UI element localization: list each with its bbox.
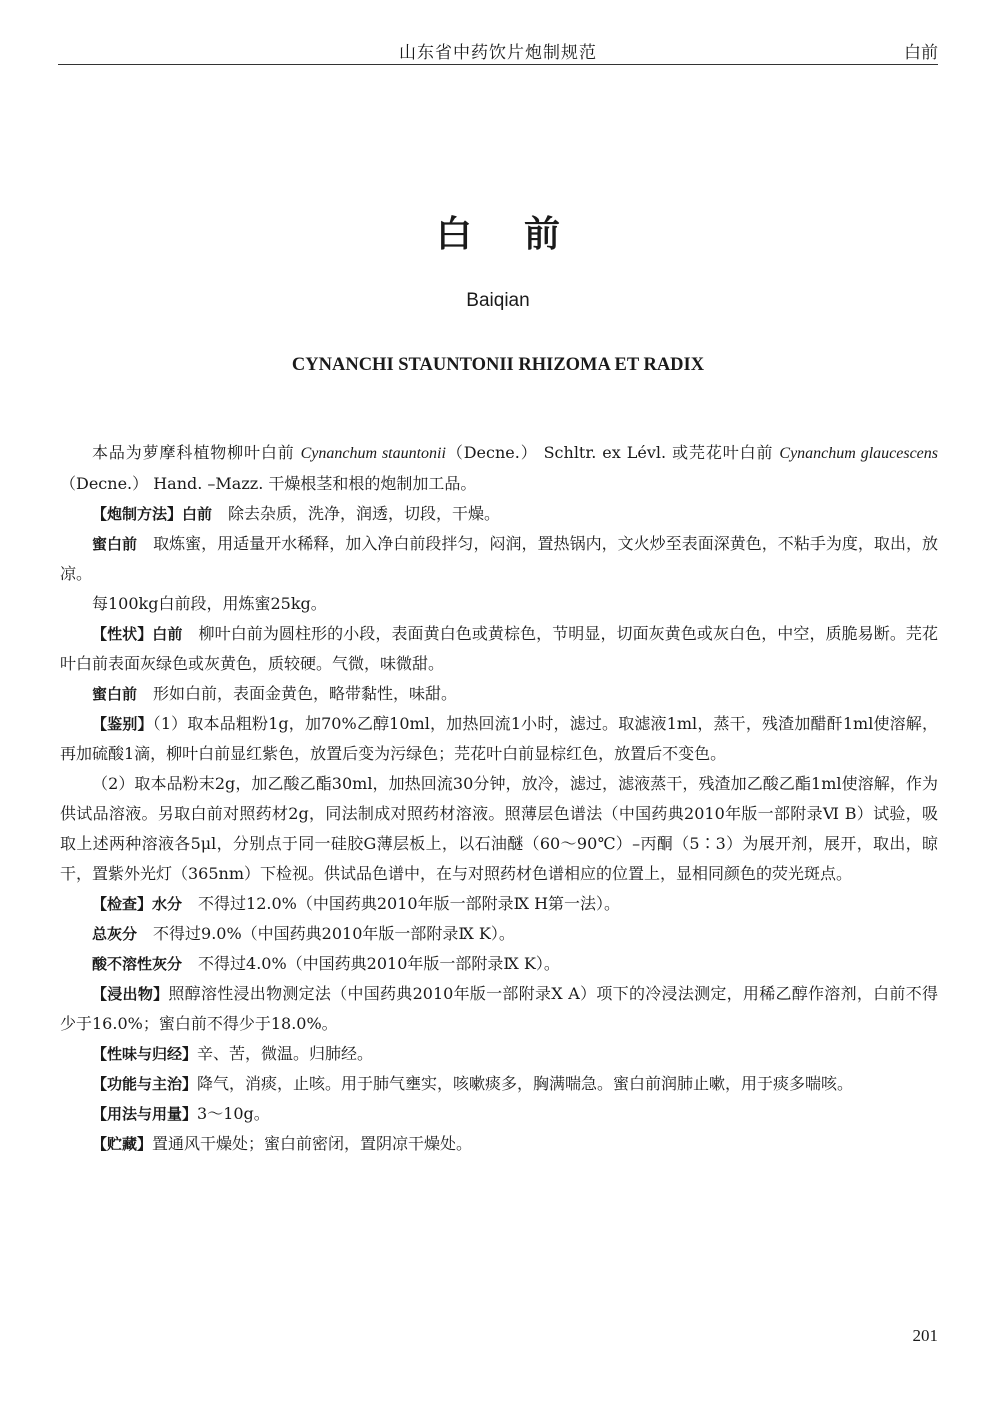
section-text: 辛、苦，微温。归肺经。: [197, 1044, 374, 1063]
extract-paragraph: [60, 979, 938, 1039]
section-text: 3～10g。: [197, 1104, 270, 1123]
characters-paragraph: [60, 619, 938, 679]
section-text: 除去杂质，洗净，润透，切段，干燥。: [212, 504, 501, 523]
section-text: （1）取本品粗粉1g，加70%乙醇10ml，加热回流1小时，滤过。取滤液1ml，蒸干，残渣加醋酐1ml使溶解，再加硫酸1滴，柳叶白前显红紫色，放置后变为污绿色；芫花叶白前显棕红色，放置后不变色。: [60, 714, 938, 763]
section-text: 置通风干燥处；蜜白前密闭，置阴凉干燥处。: [152, 1134, 473, 1153]
entry-title-chinese: 白前: [435, 214, 612, 255]
section-heading: 【鉴别】: [92, 715, 153, 733]
section-text: 每100kg白前段，用炼蜜25kg。: [92, 594, 327, 613]
intro-paragraph: [60, 438, 938, 499]
entry-title-latin: CYNANCHI STAUNTONII RHIZOMA ET RADIX: [291, 355, 705, 375]
monograph-body: [60, 438, 938, 1159]
subsection-heading: 蜜白前: [92, 535, 138, 553]
section-text: 形如白前，表面金黄色，略带黏性，味甜。: [137, 684, 458, 703]
species-name: Cynanchum glaucescens: [779, 445, 939, 462]
subsection-heading: 酸不溶性灰分: [92, 955, 183, 973]
intro-text: （Decne.） Schltr. ex Lévl. 或芫花叶白前: [445, 443, 780, 462]
section-heading: 【浸出物】: [92, 985, 169, 1003]
dosage-paragraph: [60, 1099, 938, 1129]
section-text: 不得过9.0%（中国药典2010年版一部附录Ⅸ K）。: [137, 924, 515, 943]
header-divider: [58, 64, 938, 65]
section-heading: 【用法与用量】: [92, 1105, 198, 1123]
processing-honey-paragraph: [60, 529, 938, 589]
section-text: 照醇溶性浸出物测定法（中国药典2010年版一部附录Ⅹ A）项下的冷浸法测定，用稀乙醇作溶剂，白前不得少于16.0%；蜜白前不得少于18.0%。: [60, 984, 938, 1033]
nature-paragraph: [60, 1039, 938, 1069]
intro-text: （Decne.） Hand. –Mazz. 干燥根茎和根的炮制加工品。: [60, 474, 477, 493]
section-text: 降气，消痰，止咳。用于肺气壅实，咳嗽痰多，胸满喘急。蜜白前润肺止嗽，用于痰多喘咳。: [197, 1074, 854, 1093]
section-heading: 【检查】水分: [92, 895, 183, 913]
processing-ratio-paragraph: [60, 589, 938, 619]
inspection-moisture-paragraph: [60, 889, 938, 919]
section-heading: 【贮藏】: [92, 1135, 153, 1153]
intro-text: 本品为萝摩科植物柳叶白前: [92, 443, 301, 462]
characters-honey-paragraph: [60, 679, 938, 709]
storage-paragraph: [60, 1129, 938, 1159]
inspection-ash-paragraph: [60, 919, 938, 949]
entry-title-pinyin: Baiqian: [466, 290, 530, 311]
subsection-heading: 蜜白前: [92, 685, 138, 703]
inspection-acid-ash-paragraph: [60, 949, 938, 979]
identification-paragraph-1: [60, 709, 938, 769]
section-heading: 【性味与归经】: [92, 1045, 198, 1063]
functions-paragraph: [60, 1069, 938, 1099]
section-text: 不得过12.0%（中国药典2010年版一部附录Ⅸ H第一法）。: [182, 894, 621, 913]
section-text: 柳叶白前为圆柱形的小段，表面黄白色或黄棕色，节明显，切面灰黄色或灰白色，中空，质脆易断。芫花叶白前表面灰绿色或灰黄色，质较硬。气微，味微甜。: [60, 624, 938, 673]
running-header: [58, 36, 938, 64]
section-text: 取炼蜜，用适量开水稀释，加入净白前段拌匀，闷润，置热锅内，文火炒至表面深黄色，不粘手为度，取出，放凉。: [60, 534, 938, 583]
header-book-title: 山东省中药饮片炮制规范: [399, 43, 597, 63]
identification-paragraph-2: [60, 769, 938, 889]
processing-paragraph: [60, 499, 938, 529]
section-text: 不得过4.0%（中国药典2010年版一部附录Ⅸ K）。: [182, 954, 560, 973]
section-heading: 【炮制方法】白前: [92, 505, 213, 523]
species-name: Cynanchum stauntonii: [300, 445, 446, 462]
section-heading: 【性状】白前: [92, 625, 183, 643]
section-heading: 【功能与主治】: [92, 1075, 198, 1093]
subsection-heading: 总灰分: [92, 925, 138, 943]
header-entry-name: 白前: [904, 43, 938, 63]
page-number: 201: [912, 1326, 938, 1345]
section-text: （2）取本品粉末2g，加乙酸乙酯30ml，加热回流30分钟，放冷，滤过，滤液蒸干，残渣加乙酸乙酯1ml使溶解，作为供试品溶液。另取白前对照药材2g，同法制成对照药材溶液。照薄层色谱法（中国药典2010年版一部附录Ⅵ B）试验，吸取上述两种溶液各5μl，分别点于同一硅胶G薄层板上，以石油醚（60～90℃）–丙酮（5∶3）为展开剂，展开，取出，晾干，置紫外光灯（365nm）下检视。供试品色谱中，在与对照药材色谱相应的位置上，显相同颜色的荧光斑点。: [60, 774, 938, 883]
